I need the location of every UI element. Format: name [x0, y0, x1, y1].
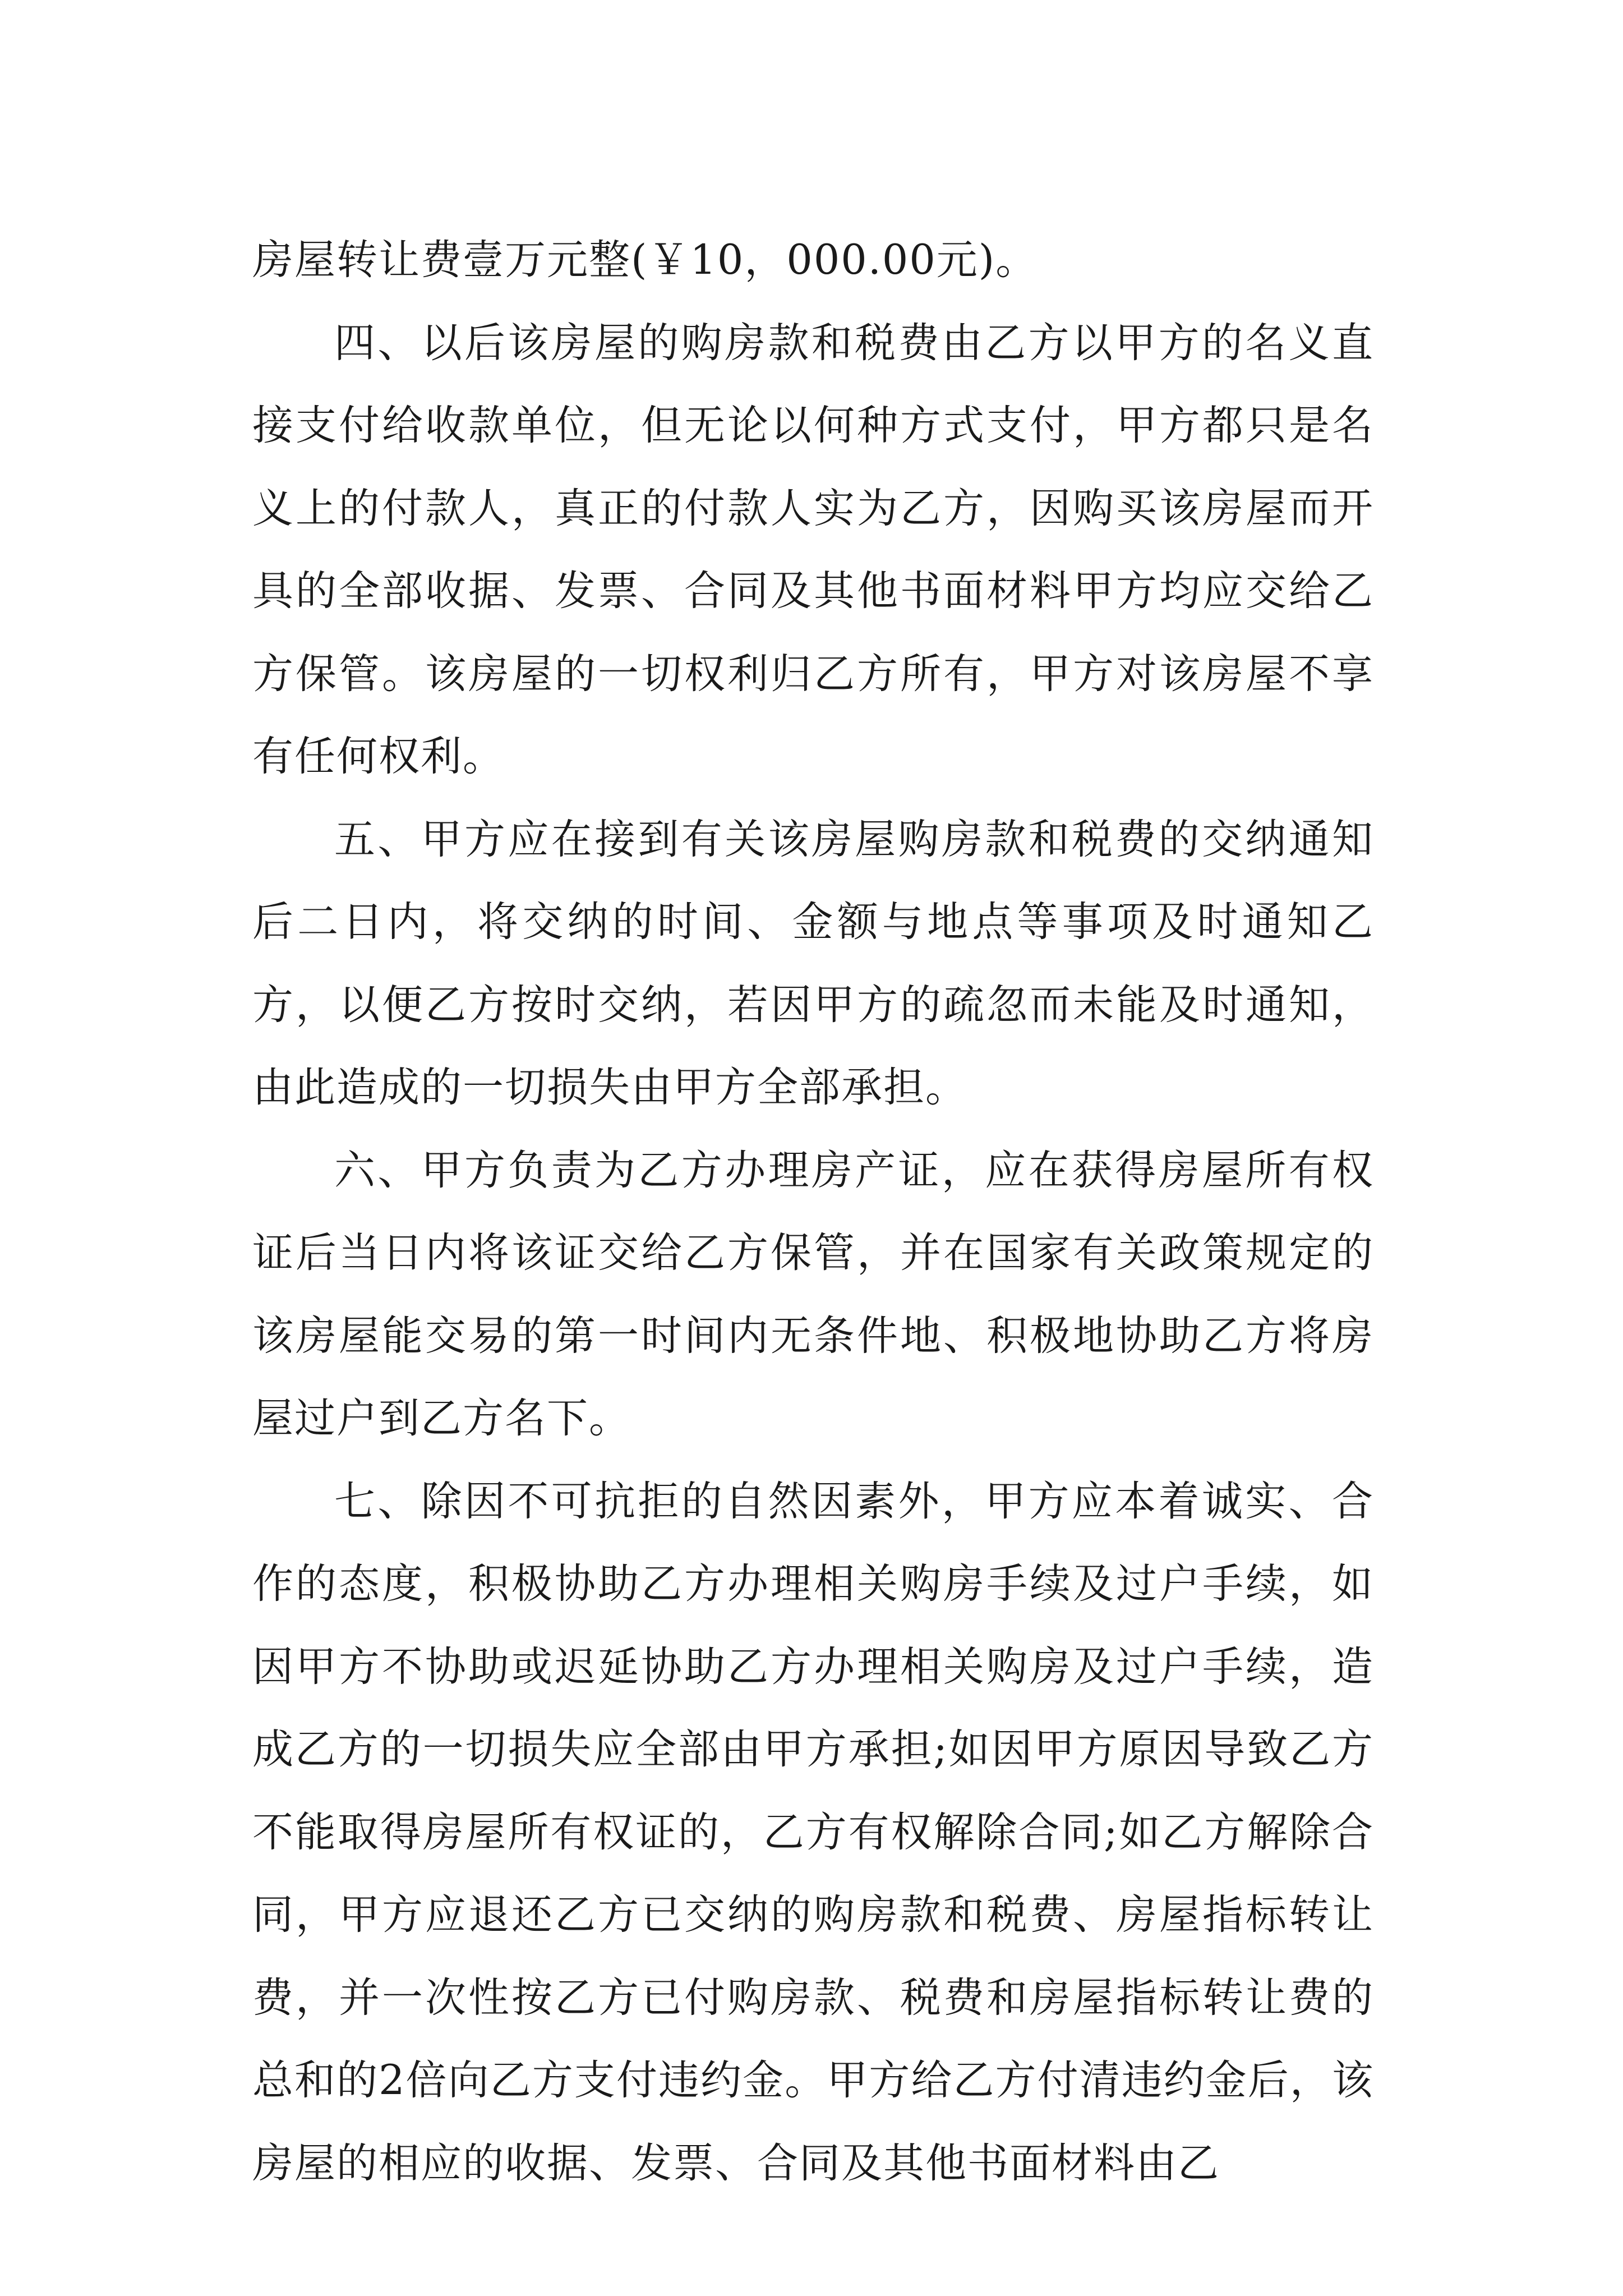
paragraph-clause-6: 六、甲方负责为乙方办理房产证，应在获得房屋所有权证后当日内将该证交给乙方保管，并在国家有关政策规定的该房屋能交易的第一时间内无条件地、积极地协助乙方将房屋过户到乙方名下。 — [252, 1146, 1374, 1442]
paragraph-clause-7: 七、除因不可抗拒的自然因素外，甲方应本着诚实、合作的态度，积极协助乙方办理相关购房手续及过户手续，如因甲方不协助或迟延协助乙方办理相关购房及过户手续，造成乙方的一切损失应全部由甲方承担;如因甲方原因导致乙方不能取得房屋所有权证的，乙方有权解除合同;如乙方解除合同，甲方应退还乙方已交纳的购房款和税费、房屋指标转让费，并一次性按乙方已付购房款、税费和房屋指标转让费的总和的2倍向乙方支付违约金。甲方给乙方付清违约金后，该房屋的相应的收据、发票、合同及其他书面材料由乙 — [252, 1477, 1374, 2187]
document-body — [252, 219, 1374, 2205]
paragraph-transfer-fee: 房屋转让费壹万元整(￥10，000.00元)。 — [252, 236, 1038, 284]
paragraph-clause-4: 四、以后该房屋的购房款和税费由乙方以甲方的名义直接支付给收款单位，但无论以何种方式支付，甲方都只是名义上的付款人，真正的付款人实为乙方，因购买该房屋而开具的全部收据、发票、合同及其他书面材料甲方均应交给乙方保管。该房屋的一切权利归乙方所有，甲方对该房屋不享有任何权利。 — [252, 319, 1374, 780]
paragraph-clause-5: 五、甲方应在接到有关该房屋购房款和税费的交纳通知后二日内，将交纳的时间、金额与地点等事项及时通知乙方，以便乙方按时交纳，若因甲方的疏忽而未能及时通知，由此造成的一切损失由甲方全部承担。 — [252, 815, 1374, 1111]
